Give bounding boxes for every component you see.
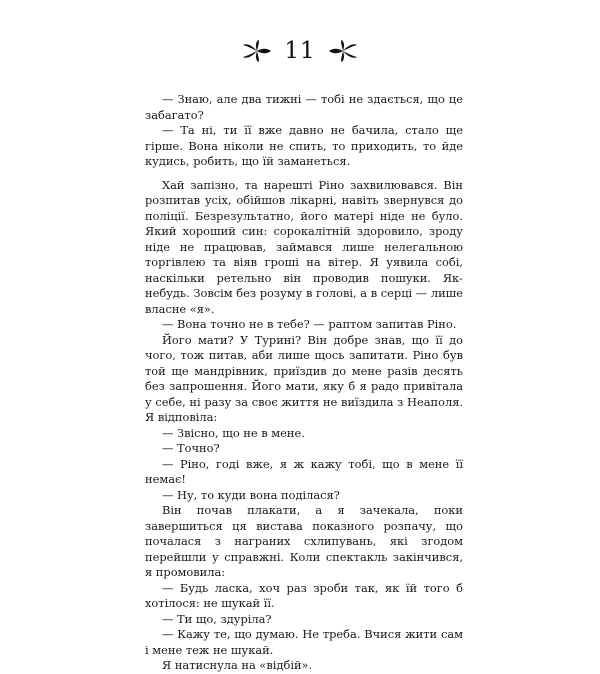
paragraph: — Будь ласка, хоч раз зроби так, як їй того б хотілося: не шукай її. bbox=[145, 580, 463, 610]
paragraph: — Знаю, але два тижні — тобі не здається, що це забагато? bbox=[145, 92, 463, 122]
paragraph: — Та ні, ти її вже давно не бачила, стало ще гірше. Вона ніколи не спить, то приходить, то йде кудись, робить, що їй заманеться. bbox=[145, 123, 463, 168]
paragraph: — Вона точно не в тебе? — раптом запитав Ріно. bbox=[162, 317, 457, 331]
paragraph: — Ріно, годі вже, я ж кажу тобі, що в мене її немає! bbox=[145, 456, 463, 486]
paragraph: Він почав плакати, а я зачекала, поки завершиться ця вистава показного розпачу, що почалася з награних схлипувань, які згодом перейшли у справжні. Коли спектакль закінчився, я промовила: bbox=[145, 503, 463, 579]
paragraph: — Ти що, здуріла? bbox=[162, 611, 272, 626]
paragraph: — Кажу те, що думаю. Не треба. Вчися жити сам і мене теж не шукай. bbox=[145, 627, 463, 657]
paragraph: — Звісно, що не в мене. bbox=[162, 425, 305, 440]
paragraph: Я натиснула на «відбій». bbox=[162, 658, 313, 672]
paragraph: — Ну, то куди вона поділася? bbox=[162, 487, 340, 502]
paragraph: — Точно? bbox=[162, 441, 220, 455]
floral-ornament-left-icon bbox=[242, 40, 272, 62]
paragraph: Хай запізно, та нарешті Ріно захвилювався. Він розпитав усіх, обійшов лікарні, навіть звернувся до поліції. Безрезультатно, його матері ніде не було. Який хороший син: сорокалітній здоровило, зроду ніде не працював, займався лише нелегальною торгівлею та віяв гроші на вітер. Я уявила собі, наскільки ретельно він проводив пошуки. Як-небудь. Зовсім без розуму в голові, а в серці — лише власне «я». bbox=[145, 177, 463, 316]
chapter-header bbox=[0, 38, 600, 64]
floral-ornament-right-icon bbox=[328, 40, 358, 62]
chapter-number: 11 bbox=[284, 38, 316, 64]
paragraph: Його мати? У Турині? Він добре знав, що її до чого, тож питав, аби лише щось запитати. Ріно був той ще мандрівник, приїздив до мене разів десять без запрошення. Його мати, яку б я радо привітала у себе, ні разу за своє життя не виїздила з Неаполя. Я відповіла: bbox=[145, 332, 463, 424]
body-text bbox=[145, 92, 463, 674]
